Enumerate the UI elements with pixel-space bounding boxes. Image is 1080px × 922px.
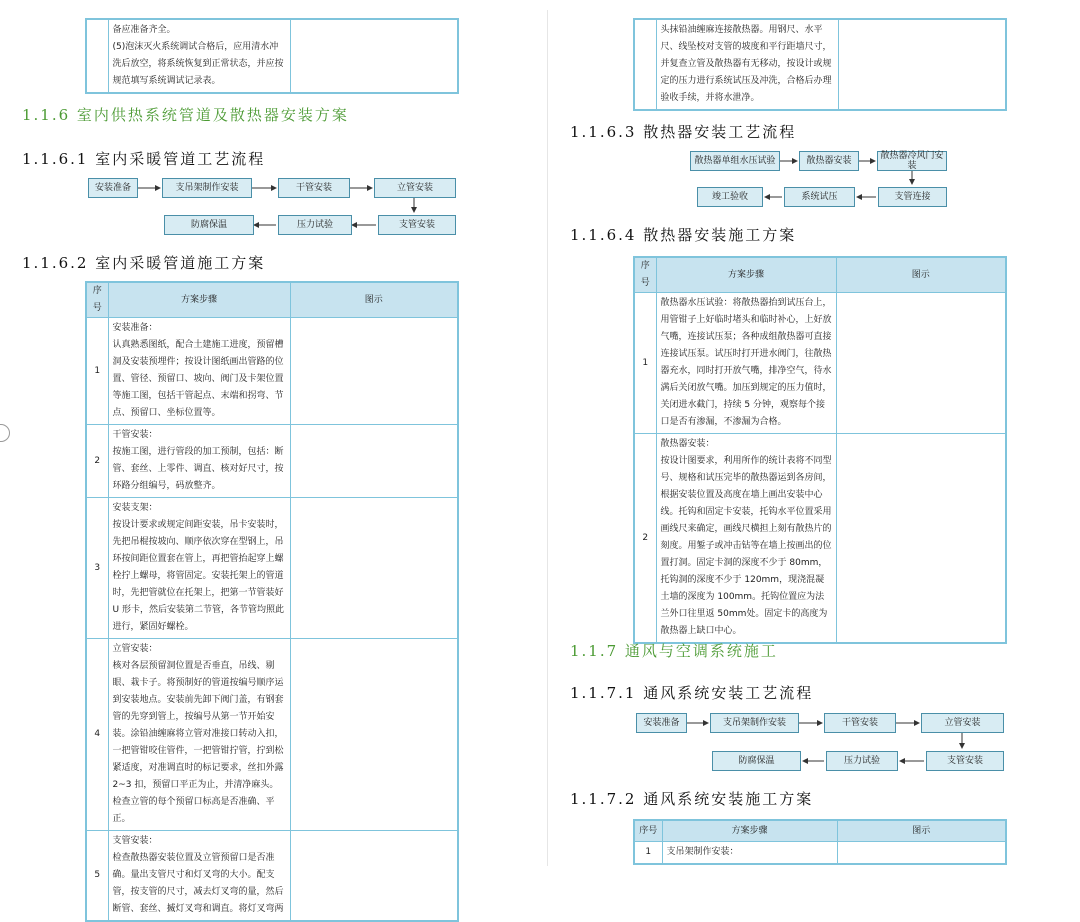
flow-step-2: 支吊架制作安装 bbox=[162, 178, 252, 198]
flow-step-2: 支吊架制作安装 bbox=[710, 713, 799, 733]
row-text: 安装准备： 认真熟悉图纸，配合土建施工进度，预留槽洞及安装预埋件；按设计图纸画出管路的位置、管径、预留口、坡向、阀门及卡架位置等施工图，包括干管起点、末端和拐弯、节点、预留口、坐标位置等。 bbox=[108, 318, 290, 425]
col-header-figure: 图示 bbox=[836, 257, 1006, 293]
flow-step-4: 支管连接 bbox=[878, 187, 947, 207]
row-number: 1 bbox=[634, 842, 662, 865]
col-header-no: 序号 bbox=[634, 820, 662, 842]
row-number: 2 bbox=[634, 434, 656, 644]
row-number: 2 bbox=[86, 425, 108, 498]
flow-step-5: 支管安装 bbox=[926, 751, 1004, 771]
continued-text: 头抹铅油缠麻连接散热器。用钢尺、水平尺、线坠校对支管的坡度和平行距墙尺寸，并复查立管及散热器有无移动，按设计或规定的压力进行系统试压及冲洗，合格后办理验收手续，并将水泄净。 bbox=[656, 19, 838, 110]
row-number: 4 bbox=[86, 639, 108, 831]
flow-step-4: 立管安装 bbox=[374, 178, 456, 198]
row-text: 立管安装： 核对各层预留洞位置是否垂直，吊线、剔眼、栽卡子。将预制好的管道按编号顺序运到安装地点。安装前先卸下阀门盖，有钢套管的先穿到管上，按编号从第一节开始安装。涂铅油缠麻将立管对准接口转动入扣，一把管钳咬住管件，一把管钳拧管，拧到松紧适度，对准调直时的标记要求，丝扣外露2~3 扣，预留口平正为止，并清净麻头。检查立管的每个预留口标高是否准确、平正。 bbox=[108, 639, 290, 831]
section-title-1-1-7-1: 1.1.7.1 通风系统安装工艺流程 bbox=[570, 684, 814, 702]
section-title-1-1-6-2: 1.1.6.2 室内采暖管道施工方案 bbox=[22, 254, 266, 272]
flow-step-7: 防腐保温 bbox=[164, 215, 254, 235]
continued-text: 备应准备齐全。 (5)泡沫灭火系统调试合格后，应用清水冲洗后放空，将系统恢复到正常状态，并应按规范填写系统调试记录表。 bbox=[108, 19, 290, 93]
section-title-1-1-6-3: 1.1.6.3 散热器安装工艺流程 bbox=[570, 123, 797, 141]
flow-step-3: 干管安装 bbox=[824, 713, 896, 733]
col-header-steps: 方案步骤 bbox=[662, 820, 837, 842]
row-number: 1 bbox=[634, 293, 656, 434]
flow-step-5: 系统试压 bbox=[784, 187, 855, 207]
table-row bbox=[634, 842, 1006, 865]
col-header-no: 序号 bbox=[634, 257, 656, 293]
section-title-1-1-7: 1.1.7 通风与空调系统施工 bbox=[570, 642, 778, 660]
flow-step-6: 压力试验 bbox=[826, 751, 898, 771]
row-text: 散热器水压试验：将散热器抬到试压台上，用管钳子上好临时堵头和临时补心，上好放气嘴，连接试压泵；各种成组散热器可直接连接试压泵。试压时打开进水阀门，往散热器充水，同时打开放气嘴，排净空气，待水满后关闭放气嘴。加压到规定的压力值时，关闭进水截门，持续 5 分钟，观察每个接口是否有渗漏，不渗漏为合格。 bbox=[656, 293, 836, 434]
section-title-1-1-6: 1.1.6 室内供热系统管道及散热器安装方案 bbox=[22, 106, 349, 124]
col-header-figure: 图示 bbox=[837, 820, 1006, 842]
row-text: 干管安装： 按施工图，进行管段的加工预制，包括：断管、套丝、上零件、调直、核对好尺寸，按环路分组编号，码放整齐。 bbox=[108, 425, 290, 498]
flow-step-1: 散热器单组水压试验 bbox=[690, 151, 780, 171]
col-header-steps: 方案步骤 bbox=[656, 257, 836, 293]
flow-step-4: 立管安装 bbox=[921, 713, 1004, 733]
col-header-no: 序号 bbox=[86, 282, 108, 318]
ventilation-plan-table bbox=[633, 819, 1007, 865]
section-title-1-1-7-2: 1.1.7.2 通风系统安装施工方案 bbox=[570, 790, 814, 808]
flow-step-6: 压力试验 bbox=[278, 215, 352, 235]
flow-step-1: 安装准备 bbox=[636, 713, 687, 733]
section-title-1-1-6-4: 1.1.6.4 散热器安装施工方案 bbox=[570, 226, 797, 244]
row-text: 安装支架： 按设计要求或规定间距安装，吊卡安装时，先把吊棍按坡向、顺序依次穿在型钢上，吊环按间距位置套在管上，再把管抬起穿上螺栓拧上螺母，将管固定。安装托架上的管道时，先把管就位在托架上，把第一节管装好U 形卡，然后安装第二节管，各节管均照此进行，紧固好螺栓。 bbox=[108, 498, 290, 639]
col-header-steps: 方案步骤 bbox=[108, 282, 290, 318]
section-title-1-1-6-1: 1.1.6.1 室内采暖管道工艺流程 bbox=[22, 150, 266, 168]
flow-step-2: 散热器安装 bbox=[799, 151, 859, 171]
row-text: 支吊架制作安装： bbox=[662, 842, 837, 865]
row-text: 支管安装： 检查散热器安装位置及立管预留口是否准确。量出支管尺寸和灯叉弯的大小。配支管，按支管的尺寸，减去灯叉弯的量，然后断管、套丝、揻灯叉弯和调直。将灯叉弯两 bbox=[108, 831, 290, 922]
row-number: 1 bbox=[86, 318, 108, 425]
flow-step-1: 安装准备 bbox=[88, 178, 138, 198]
flow-step-5: 支管安装 bbox=[378, 215, 456, 235]
flow-step-3: 散热器冷风门安装 bbox=[877, 151, 947, 171]
row-number: 3 bbox=[86, 498, 108, 639]
row-number: 5 bbox=[86, 831, 108, 922]
row-text: 散热器安装： 按设计图要求，利用所作的统计表将不同型号、规格和试压完毕的散热器运到各房间，根据安装位置及高度在墙上画出安装中心线。托钩和固定卡安装，托钩水平位置采用画线尺来确定，画线尺横担上刻有散热片的刻度。用錾子或冲击钻等在墙上按画出的位置打洞。固定卡洞的深度不少于 80mm，托钩洞的深度不少于 120mm，现浇混凝土墙的深度为 100mm。托钩位置应为法兰外口往里返 50mm处。固定卡的高度为散热器上缺口中心。 bbox=[656, 434, 836, 644]
flow-step-7: 防腐保温 bbox=[712, 751, 801, 771]
flow-step-3: 干管安装 bbox=[278, 178, 350, 198]
col-header-figure: 图示 bbox=[290, 282, 458, 318]
flow-step-6: 竣工验收 bbox=[697, 187, 763, 207]
